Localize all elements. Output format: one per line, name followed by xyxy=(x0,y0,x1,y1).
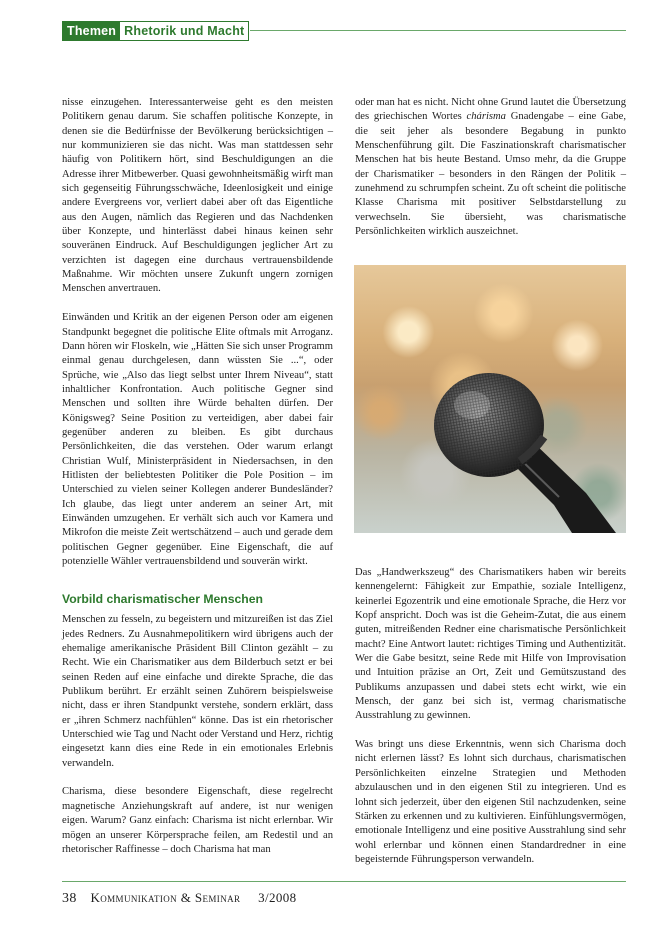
issue-number: 3/2008 xyxy=(258,890,297,905)
header-divider xyxy=(250,30,626,31)
paragraph: nisse einzugehen. Interessanterweise geht es den meisten Politikern genau darum. Sie schaffen politische Konzepte, in denen sie die Bedürfnisse der Bevölkerung berücksichtigen – nur kommunizieren sie das nicht. Was man stattdessen sehr häufig von Politikern hört, sind Beschuldigungen an die Adresse ihrer Mitbewerber. Quasi gewohnheitsmäßig wirft man sich gegenseitig Führungsschwäche, Ideenlosigkeit und einige andere Evergreens vor, verliert dabei aber oft das Eigentliche aus den Augen, nämlich das Regieren und das Nachdenken über Konzepte, und hinterlässt dabei hinaus keinen sehr souveränen Eindruck. Auf Beschuldigungen jeglicher Art zu verzichten ist dagegen eine durchaus vertrauensbildende Maßnahme. Wir möchten unsere Zukunft ungern zornigen Menschen anvertrauen. xyxy=(62,97,333,295)
paragraph xyxy=(355,96,626,239)
paragraph: Charisma, diese besondere Eigenschaft, diese regelrecht magnetische Anziehungskraft auf andere, ist nur wenigen eigen. Warum? Ganz einfach: Charisma ist nicht erlernbar. Wir mögen an unserer Körpersprache feilen, am Redestil und an rhetorischer Raffinesse – doch Charisma hat man xyxy=(62,786,333,855)
section-tag: Themen xyxy=(63,22,120,40)
paragraph: Was bringt uns diese Erkenntnis, wenn sich Charisma doch nicht erlernen lässt? Es lohnt sich durchaus, charismatischen Persönlichkeiten einzelne Strategien und Methoden abzulauschen und in den eigenen Stil zu integrieren. Und es lohnt sich jederzeit, über den eigenen Stil nachzudenken, seine Stärken zu erkennen und zu kultivieren. Einfühlungsvermögen, emotionale Intelligenz und eine positive Ausstrahlung sind sehr wohl erlernbar und können einen Standardredner in eine begeisternde Führungsperson verwandeln. xyxy=(355,739,626,865)
paragraph: Das „Handwerkszeug“ des Charismatikers haben wir bereits kennengelernt: Fähigkeit zur Empathie, soziale Intelligenz, keinerlei Egozentrik und eine emotionale Sprache, die Herz vor Kopf anspricht. Doch was ist die Geheim-Zutat, die aus einem guten, mitreißenden Redner eine charismatische Persönlichkeit macht? Eine Antwort lautet: richtiges Timing und Authentizität. Wer die Gabe besitzt, seine Rede mit Hilfe von Improvisation und Intuition präzise an Ort, Zeit und Gemütszustand des Publikums anzupassen und dabei stets echt wirkt, wie ein Mensch, der ganz bei sich ist, vermag charismatische Ausstrahlung zu gewinnen. xyxy=(355,567,626,722)
section-header xyxy=(62,21,249,41)
section-title: Rhetorik und Macht xyxy=(120,22,248,40)
microphone-photo xyxy=(354,265,626,533)
paragraph-text: oder man hat es nicht. Nicht ohne Grund lautet die Übersetzung des griechischen Wortes xyxy=(355,97,626,123)
right-column-top xyxy=(355,96,626,239)
page-footer xyxy=(62,890,297,907)
paragraph-text: Gnadengabe – eine Gabe, die seit jeher als besondere Begabung in punkto Menschenführung gilt. Die Faszinationskraft charismatischer Menschen hat bis heute Bestand. Umso mehr, da die Gruppe der Charismatiker – besonders in den Rängen der Politik – zunehmend zu schrumpfen scheint. Zu oft scheint die politische Klasse Charisma mit positiver Selbstdarstellung zu verwechseln. Sie übersieht, was charismatische Persönlichkeiten wirklich auszeichnet. xyxy=(355,111,626,238)
subheading: Vorbild charismatischer Menschen xyxy=(62,592,263,607)
paragraph: Einwänden und Kritik an der eigenen Person oder am eigenen Standpunkt begegnet die politische Elite oftmals mit Arroganz. Dann hören wir Floskeln, wie „Hätten Sie sich unser Programm einmal genau durchgelesen, dann wüssten Sie ...“, oder Sprüche, wie „Also das liegt selbst unter Ihrem Niveau“, statt inhaltlicher Konfrontation. Auch politische Gegner sind Menschen und sollten ihre Würde behalten dürfen. Der Königsweg? Seine Position zu verteidigen, aber dabei fair gegenüber anderen zu bleiben. Es gibt durchaus Persönlichkeiten, die das verstehen. Oder warum erlangt Christian Wulf, Ministerpräsident in Niedersachsen, in den Hitlisten der beliebtesten Politiker die Pole Position – im Unterschied zu vielen seiner Kollegen anderer Bundesländer? Ich glaube, das liegt unter anderem an seiner Art, mit Einwänden umzugehen. Er verhält sich auch vor Kamera und Mikrofon die meiste Zeit wertschätzend – auch und gerade dem politischen Gegner gegenüber. Eine Eigenschaft, die auf potenzielle Wähler vertrauensbildend und souverän wirkt. xyxy=(62,312,333,567)
footer-divider xyxy=(62,881,626,882)
right-column-bottom xyxy=(355,566,626,867)
page-number: 38 xyxy=(62,891,77,906)
paragraph: Menschen zu fesseln, zu begeistern und mitzureißen ist das Ziel jedes Redners. Zu Ausnahmepolitikern wird übrigens auch der ehemalige amerikanische Präsident Bill Clinton gezählt – zu Recht. Wie ein Charismatiker aus dem Bilderbuch setzt er bei seinen Reden auf eine einfache und direkte Sprache, die das Publikum berührt. Er erzählt seinen Zuhörern beispielsweise nicht, dass er ihren Standpunkt verstehe, sondern erklärt, dass er „ihren Schmerz nachfühlen“ könne. Das ist ein rhetorischer Unterschied wie Tag und Nacht oder Verstand und Herz, richtig eingesetzt kann dies eine Rede in ein emotionales Erlebnis verwandeln. xyxy=(62,614,333,769)
magazine-name: Kommunikation & Seminar xyxy=(90,890,241,905)
microphone-icon xyxy=(354,265,626,533)
left-column xyxy=(62,96,333,857)
greek-word: chárisma xyxy=(466,111,506,123)
